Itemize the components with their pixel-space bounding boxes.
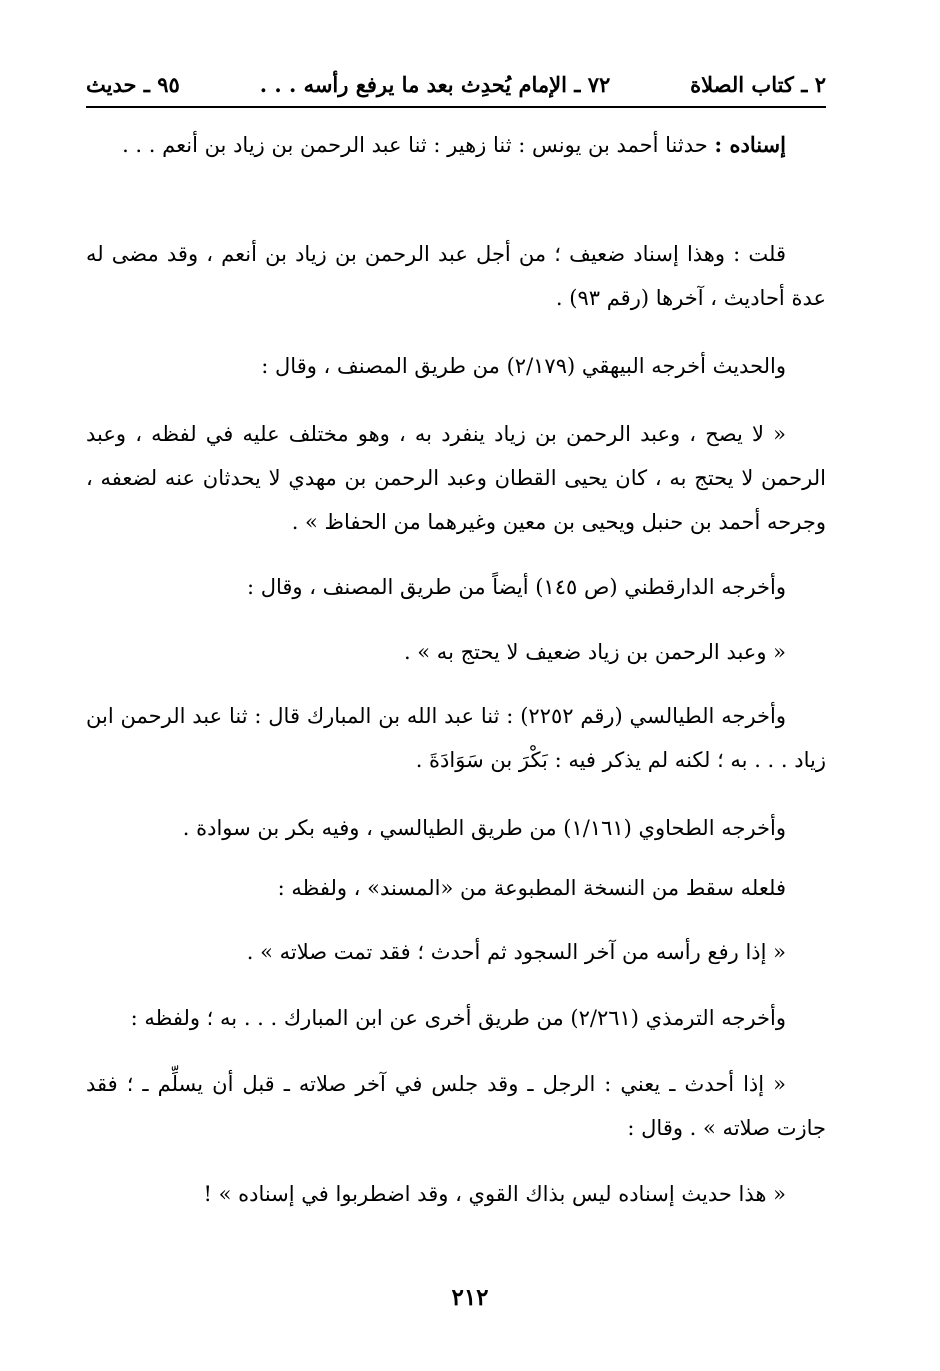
- quote-paragraph: « إذا رفع رأسه من آخر السجود ثم أحدث ؛ فقد تمت صلاته » .: [246, 940, 786, 964]
- paragraph: وأخرجه الطحاوي (١/١٦١) من طريق الطيالسي ، وفيه بكر بن سوادة .: [182, 816, 786, 840]
- paragraph: فلعله سقط من النسخة المطبوعة من «المسند» ، ولفظه :: [277, 876, 786, 900]
- paragraph: وأخرجه الدارقطني (ص ١٤٥) أيضاً من طريق المصنف ، وقال :: [246, 575, 786, 599]
- paragraph: وأخرجه الطيالسي (رقم ٢٢٥٢) : ثنا عبد الله بن المبارك قال : ثنا عبد الرحمن ابن زياد . . . به ؛ لكنه لم يذكر فيه : بَكْرَ بن سَوَادَةَ .: [86, 704, 826, 772]
- page-number: ٢١٢: [451, 1284, 489, 1311]
- paragraph-isnad: [86, 123, 826, 167]
- quote-paragraph: « وعبد الرحمن بن زياد ضعيف لا يحتج به » .: [403, 640, 786, 664]
- quote-paragraph: « لا يصح ، وعبد الرحمن بن زياد ينفرد به ، وهو مختلف عليه في لفظه ، وعبد الرحمن لا يحتج به ، كان يحيى القطان وعبد الرحمن بن مهدي لا يحدثان عنه لضعفه ، وجرحه أحمد بن حنبل ويحيى بن معين وغيرهما من الحفاظ » .: [86, 422, 826, 534]
- header-divider: [86, 106, 826, 108]
- header-book-title: ٢ ـ كتاب الصلاة: [690, 71, 826, 97]
- running-header: [86, 68, 826, 100]
- paragraph-text: حدثنا أحمد بن يونس : ثنا زهير : ثنا عبد الرحمن بن زياد بن أنعم . . .: [122, 133, 715, 157]
- paragraph: والحديث أخرجه البيهقي (٢/١٧٩) من طريق المصنف ، وقال :: [261, 354, 786, 378]
- paragraph: قلت : وهذا إسناد ضعيف ؛ من أجل عبد الرحمن بن زياد بن أنعم ، وقد مضى له عدة أحاديث ، آخرها (رقم ٩٣) .: [86, 242, 826, 310]
- header-hadith-number: ٩٥ ـ حديث: [86, 71, 180, 97]
- quote-paragraph: « هذا حديث إسناده ليس بذاك القوي ، وقد اضطربوا في إسناده » !: [203, 1182, 786, 1206]
- quote-paragraph: « إذا أحدث ـ يعني : الرجل ـ وقد جلس في آخر صلاته ـ قبل أن يسلِّم ـ ؛ فقد جازت صلاته » . وقال :: [86, 1072, 826, 1140]
- header-chapter-title: ٧٢ ـ الإمام يُحدِث بعد ما يرفع رأسه . . .: [259, 71, 611, 97]
- isnad-label: إسناده :: [714, 132, 786, 157]
- paragraph: وأخرجه الترمذي (٢/٢٦١) من طريق أخرى عن ابن المبارك . . . به ؛ ولفظه :: [130, 1006, 786, 1030]
